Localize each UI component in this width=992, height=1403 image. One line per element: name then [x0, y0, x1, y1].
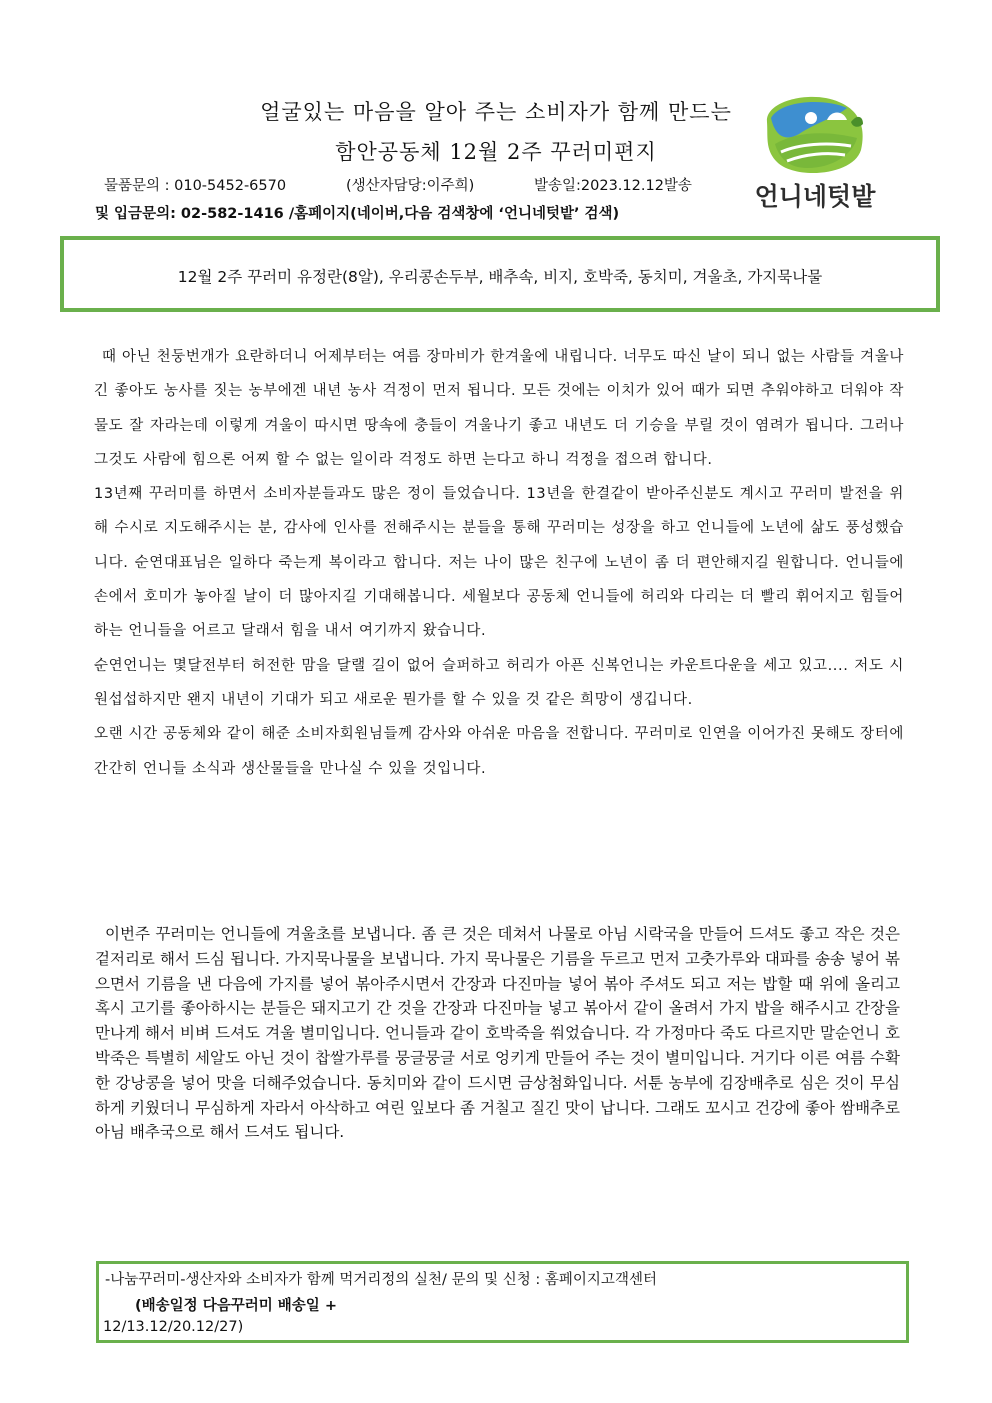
- letter-paragraph: 13년째 꾸러미를 하면서 소비자분들과도 많은 정이 들었습니다. 13년을 한결같이 받아주신분도 계시고 꾸러미 발전을 위해 수시로 지도해주시는 분, 감사에 인사를 전해주시는 분들을 통해 꾸러미는 성장을 하고 언니들에 노년에 삶도 풍성했습니다. 순연대표님은 일하다 죽는게 복이라고 합니다. 저는 나이 많은 친구에 노년이 좀 더 편안해지길 원합니다. 언니들에 손에서 호미가 놓아질 날이 더 많아지길 기대해봅니다. 세월보다 공동체 언니들에 허리와 다리는 더 빨리 휘어지고 힘들어 하는 언니들을 어르고 달래서 힘을 내서 여기까지 왔습니다.: [94, 486, 904, 640]
- footer-line-2: (배송일정 다음꾸러미 배송일 +: [135, 1298, 338, 1314]
- brand-logo: [735, 92, 895, 217]
- weekly-notice: [95, 922, 900, 1145]
- logo-emblem-icon: [767, 97, 863, 173]
- footer-line-1: -나눔꾸러미-생산자와 소비자가 함께 먹거리정의 실천/ 문의 및 신청 : 홈페이지고객센터: [105, 1272, 657, 1288]
- page-subtitle: 얼굴있는 마음을 알아 주는 소비자가 함께 만드는: [260, 100, 732, 124]
- producer-contact: (생산자담당:이주희): [346, 178, 475, 194]
- notice-paragraph: 이번주 꾸러미는 언니들에 겨울초를 보냅니다. 좀 큰 것은 데쳐서 나물로 아님 시락국을 만들어 드셔도 좋고 작은 것은 겉저리로 해서 드심 됩니다. 가지묵나물을 보냅니다. 가지 묵나물은 기름을 두르고 먼저 고춧가루와 대파를 송송 넣어 볶으면서 기름을 낸 다음에 가지를 넣어 볶아주시면서 간장과 다진마늘 넣어 볶아 주셔도 되고 저는 밥할 때 위에 올리고 혹시 고기를 좋아하시는 분들은 돼지고기 간 것을 간장과 다진마늘 넣고 볶아서 같이 올려서 가지 밥을 해주시고 간장을 만나게 해서 비벼 드셔도 겨울 별미입니다. 언니들과 같이 호박죽을 쒀었습니다. 각 가정마다 죽도 다르지만 말순언니 호박죽은 특별히 세알도 아닌 것이 찹쌀가루를 뭉글뭉글 서로 엉키게 만들어 주는 것이 별미입니다. 거기다 이른 여름 수확한 강낭콩을 넣어 맛을 더해주었습니다. 동치미와 같이 드시면 금상첨화입니다. 서툰 농부에 김장배추로 심은 것이 무심하게 키웠더니 무심하게 자라서 아삭하고 여린 잎보다 좀 거칠고 질긴 맛이 납니다. 그래도 꼬시고 건강에 좋아 쌈배추로 아님 배추국으로 해서 드셔도 됩니다.: [95, 925, 900, 1142]
- product-contact: 물품문의 : 010-5452-6570: [104, 178, 287, 194]
- letter-paragraph: 오랜 시간 공동체와 같이 해준 소비자회원님들께 감사와 아쉬운 마음을 전합니다. 꾸러미로 인연을 이어가진 못해도 장터에 간간히 언니들 소식과 생산물들을 만나실 수 있을 것입니다.: [94, 726, 904, 777]
- items-box: [60, 236, 940, 312]
- footer-box: [96, 1261, 909, 1343]
- letter-body: [94, 340, 904, 786]
- page-title: 함안공동체 12월 2주 꾸러미편지: [335, 140, 657, 164]
- letter-paragraph: 순연언니는 몇달전부터 허전한 맘을 달랠 길이 없어 슬퍼하고 허리가 아픈 신복언니는 카운트다운을 세고 있고.... 저도 시원섭섭하지만 왠지 내년이 기대가 되고 새로운 뭔가를 할 수 있을 것 같은 희망이 생깁니다.: [94, 657, 904, 708]
- letter-paragraph: 때 아닌 천둥번개가 요란하더니 어제부터는 여름 장마비가 한겨울에 내립니다. 너무도 따신 날이 되니 없는 사람들 겨울나긴 좋아도 농사를 짓는 농부에겐 내년 농사 걱정이 먼저 됩니다. 모든 것에는 이치가 있어 때가 되면 추워야하고 더워야 작물도 잘 자라는데 이렇게 겨울이 따시면 땅속에 충들이 겨울나기 좋고 내년도 더 기승을 부릴 것이 염려가 됩니다. 그러나 그것도 사람에 힘으론 어찌 할 수 없는 일이라 걱정도 하면 는다고 하니 걱정을 접으려 합니다.: [94, 349, 904, 468]
- logo-text: 언니네텃밭: [754, 182, 876, 211]
- payment-contact: 및 입금문의: 02-582-1416 /홈페이지(네이버,다음 검색창에 ‘언니네텃밭’ 검색): [95, 206, 620, 222]
- footer-line-3: 12/13.12/20.12/27): [103, 1319, 244, 1335]
- issue-date: 발송일:2023.12.12발송: [534, 178, 692, 194]
- items-list: 12월 2주 꾸러미 유정란(8알), 우리콩손두부, 배추속, 비지, 호박죽, 동치미, 겨울초, 가지묵나물: [177, 268, 823, 286]
